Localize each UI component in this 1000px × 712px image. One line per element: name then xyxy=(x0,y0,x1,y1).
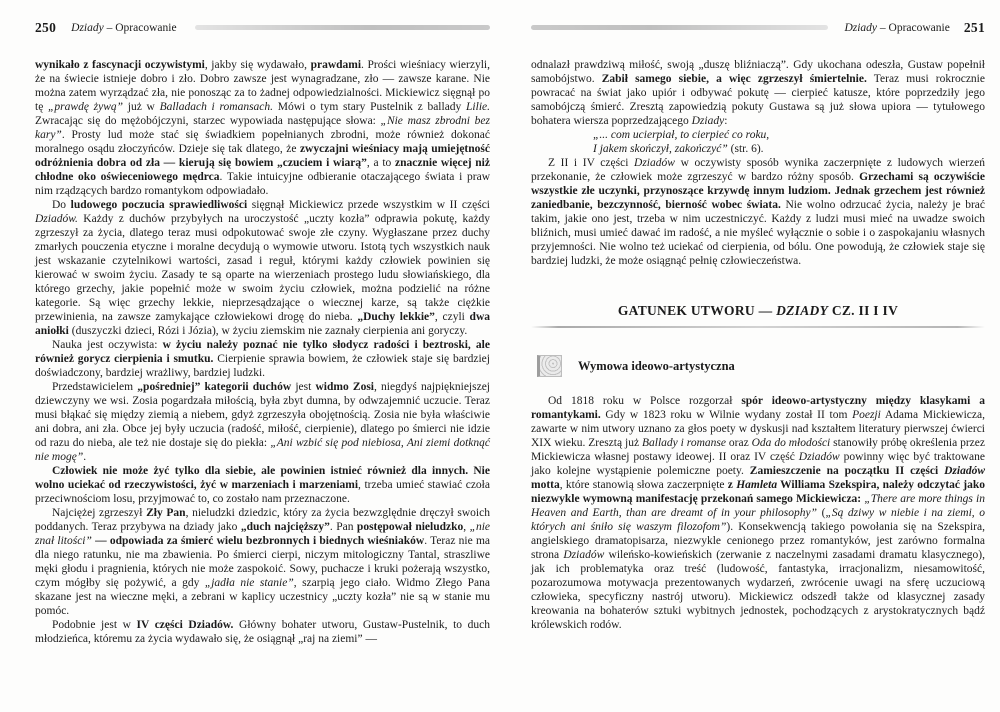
text-segment: Dziadów xyxy=(944,465,985,477)
spiral-ornament-icon xyxy=(537,355,562,377)
text-segment: Do xyxy=(52,199,71,211)
paragraph xyxy=(35,618,490,646)
text-segment: DZIADY xyxy=(776,303,829,318)
text-segment: . Prości wieśniacy wierzyli, że na świecie istnieje dobro i zło. Dobro zawsze jest wynagradzane, zło — zawsze karane. Nie można zatem wyrządzać zła, nie ponosząc za to żadnej odpowiedzialności. Mickiewicz sięgnął po tę xyxy=(35,59,490,113)
text-segment: Zabił samego siebie, a więc zgrzeszył śmiertelnie. xyxy=(601,73,867,85)
text-segment: (str. 6). xyxy=(727,143,764,155)
text-segment: widmo Zosi xyxy=(315,381,374,393)
text-segment: Przedstawicielem xyxy=(52,381,138,393)
text-segment: odnalazł prawdziwą miłość, swoją „duszę bliźniaczą”. Gdy ukochana odeszła, Gustaw popełnił samobójstwo. xyxy=(531,59,985,85)
header-rule xyxy=(531,25,828,30)
text-segment: Każdy z duchów przybyłych na uroczystość „uczty kozła” odprawia pokutę, każdy zgrzeszył za życia, dlatego teraz musi odpokutować swoje złe czyny. Wygłaszane przez duchy zmarłych pouczenia etyczne i moralne decydują o wymowie utworu. Istotą tych wszystkich nauk jest wskazanie czytelnikowi wartości, zasad i reguł, którymi każdy człowiek powinien się kierować w swoim życiu. Zasady te są oparte na wierzeniach prostego ludu słowiańskiego, dla którego grzechy, jakie popełnić może w swoim życiu człowiek, można podzielić na różne kategorie. Są więc grzechy lekkie, nieprzesądzające o wiecznej karze, są także ciężkie przewinienia, na zawsze zamykające człowiekowi drogę do nieba. xyxy=(35,213,490,323)
text-segment: ). Konsekwencją takiego powołania się na Szekspira, angielskiego dramatopisarza, niezwykle cenionego przez romantyków, jest zarówno formalna strona xyxy=(531,521,985,561)
paragraph xyxy=(35,464,490,506)
paragraph xyxy=(35,338,490,380)
running-title-work: Dziady xyxy=(844,21,878,34)
text-segment: Balladach i romansach. xyxy=(159,101,274,113)
paragraph xyxy=(531,58,985,128)
text-segment: motta xyxy=(531,479,560,491)
page-header-left xyxy=(35,20,490,35)
text-segment: znacznie więcej niż chłodne oko oświeceniowego mędrca xyxy=(35,157,490,183)
text-segment: . Pan xyxy=(329,521,357,533)
page-header-right xyxy=(531,20,985,35)
text-segment: Mówi o tym stary Pustelnik z ballady xyxy=(273,101,467,113)
running-title-right xyxy=(844,22,949,34)
text-segment: Człowiek nie może żyć tylko dla siebie, ale powinien istnieć również dla innych. Nie wolno uciekać od rzeczywistości, żyć w marzeniach i marzeniami xyxy=(35,465,490,491)
text-segment: już w xyxy=(123,101,160,113)
text-segment: z xyxy=(727,479,737,491)
text-segment: Najciężej zgrzeszył xyxy=(52,507,147,519)
text-segment: „nie znał litości” xyxy=(35,521,491,547)
text-segment: „Nie masz zbrodni bez kary” xyxy=(35,115,490,141)
verse-line xyxy=(593,128,985,142)
text-segment: Podobnie jest w xyxy=(52,619,137,631)
text-segment: Dziadów xyxy=(634,157,675,169)
page-number-left: 250 xyxy=(35,19,57,35)
text-segment: (duszyczki dzieci, Rózi i Józia), w życiu ziemskim nie zaznały cierpienia ani goryczy. xyxy=(68,325,468,337)
text-segment: sięgnął Mickiewicz przede wszystkim w II części xyxy=(247,199,491,211)
running-title-work: Dziady xyxy=(71,21,104,34)
page-number-right: 251 xyxy=(963,19,985,35)
text-segment: „Są dziwy w niebie i na ziemi, o których ani śniło się waszym filozofom” xyxy=(531,507,985,533)
text-segment: Gdy w 1823 roku w Wilnie wydany został II tom xyxy=(600,409,853,421)
text-segment: CZ. II I IV xyxy=(828,303,899,318)
text-segment: Dziadów xyxy=(798,451,840,463)
text-segment: wynikało z fascynacji oczywistymi xyxy=(35,59,205,71)
section-heading-text xyxy=(531,304,985,318)
header-rule xyxy=(195,25,490,30)
text-segment: Adama Mickiewicza, zawarte w nim utwory uznano za głos poety w dyskusji nad kształtem literatury pierwszej ćwierci XIX wieku. Zresztą już xyxy=(531,409,985,449)
text-segment: „... com ucierpiał, to cierpieć co roku, xyxy=(593,129,770,141)
text-segment: Grzechami są oczywiście wszystkie złe uczynki, przynoszące krzywdę innym ludziom. Jednak grzechem jest również zaniedbanie, bezczynność, bierność wobec świata. xyxy=(531,171,985,211)
text-segment: oraz xyxy=(725,437,752,449)
text-segment: postępował nieludzko xyxy=(356,521,464,533)
section-heading-rule xyxy=(531,326,985,328)
text-segment: „jadła nie stanie” xyxy=(204,577,294,589)
running-title-rest: – Opracowanie xyxy=(877,21,950,34)
text-segment: ( xyxy=(817,507,826,519)
text-segment: w oczywisty sposób wynika zaczerpnięte z ludowych wierzeń przekonanie, że człowiek może zgrzeszyć w bardzo różny sposób. xyxy=(531,157,985,183)
text-segment: Wymowa ideowo-artystyczna xyxy=(578,359,735,373)
page-right xyxy=(500,0,1000,712)
text-segment: Oda do młodości xyxy=(751,437,831,449)
text-segment: „There are more things in Heaven and Earth, than are dreamt of in your philosophy” xyxy=(531,493,985,519)
text-segment: , xyxy=(463,521,470,533)
paragraph xyxy=(35,58,490,198)
text-segment: „Ani wzbić się pod niebiosa, Ani ziemi dotknąć nie mogę” xyxy=(35,437,490,463)
page-body-right xyxy=(531,58,985,632)
text-segment: , jakby się wydawało, xyxy=(204,59,311,71)
text-segment: Zamieszczenie na początku II części xyxy=(749,465,945,477)
text-segment: GATUNEK UTWORU — xyxy=(617,303,777,318)
subsection-heading xyxy=(537,355,985,377)
text-segment: Nauka jest oczywista: xyxy=(52,339,163,351)
text-segment: ludowego poczucia sprawiedliwości xyxy=(70,199,248,211)
text-segment: . Prosty lud może stać się świadkiem popełnianych zbrodni, może również dokonać moralnego osądu złoczyńców. Dzieje się tak dlatego, że xyxy=(35,129,490,155)
running-title-left xyxy=(71,22,176,34)
text-segment: jest xyxy=(291,381,316,393)
text-segment: dwa aniołki xyxy=(35,311,490,337)
text-segment: Cierpienie sprawia bowiem, że człowiek staje się bardziej doświadczony, bardziej wrażliwy, bardziej ludzki. xyxy=(35,353,490,379)
text-segment: , czyli xyxy=(434,311,470,323)
paragraph xyxy=(531,156,985,268)
text-segment: , a to xyxy=(366,157,396,169)
text-segment: Dziady xyxy=(691,115,725,127)
text-segment: Główny bohater utworu, Gustaw-Pustelnik, to duch młodzieńca, któremu za życia wydawało się, że osiągnął „raj na ziemi” — xyxy=(35,619,490,645)
text-segment: stanowiły próbę określenia przez Mickiewicza własnej postawy ideowej. II oraz IV część xyxy=(531,437,985,463)
text-segment: . Teraz nie ma dla niego ratunku, nie ma zbawienia. Po śmierci cierpi, niczym mitologiczny Tantal, straszliwe męki głodu i pragnienia, których nie może zaspokoić. Sowy, puchacze i kruki pożerają wszystko, czym mógłby się pożywić, a gdy xyxy=(35,535,490,589)
text-segment: I jakem skończył, zakończyć” xyxy=(593,143,728,155)
paragraph xyxy=(35,506,490,618)
text-segment: „duch najcięższy” xyxy=(240,521,330,533)
text-segment: „pośredniej” kategorii duchów xyxy=(137,381,292,393)
text-segment: Williama Szekspira, należy odczytać jako niezwykle wymowną manifestację przekonań samego Mickiewicza: xyxy=(531,479,986,505)
paragraph xyxy=(35,380,490,464)
text-segment: : xyxy=(724,115,728,127)
text-segment: Zwracając się do mężobójczyni, starzec wypowiada następujące słowa: xyxy=(35,115,381,127)
paragraph xyxy=(35,198,490,338)
paragraph xyxy=(531,394,985,632)
text-segment: , szarpią jego ciało. Widmo Złego Pana skazane jest na wieczne męki, a zebrani w kaplicy uczestnicy „uczty kozła” nie są w stanie mu pomóc. xyxy=(35,577,490,617)
text-segment: powinny więc być traktowane jako kolejne wystąpienie polemiczne poety. xyxy=(531,451,986,477)
text-segment: Ballady i romanse xyxy=(641,437,726,449)
text-segment: , które stanowią słowa zaczerpnięte xyxy=(559,479,728,491)
text-segment: Nie wolno odrzucać życia, należy je brać takim, jakie ono jest, trzeba w nim uczestniczyć. Każdy z ludzi musi mieć na uwadze swoich bliźnich, musi umieć dawać im radość, a nie myśleć wyłącznie o sobie i o zaspokajaniu własnych przyjemności. Nie wolno też uciekać od cierpienia, od bólu. One powodują, że człowiek staje się bardziej ludzki, że może osiągnąć pełnię człowieczeństwa. xyxy=(531,199,985,267)
page-body-left xyxy=(35,58,490,646)
text-segment: IV części Dziadów. xyxy=(136,619,234,631)
text-segment: spór ideowo-artystyczny między klasykami a romantykami. xyxy=(531,395,985,421)
text-segment: „Duchy lekkie” xyxy=(357,311,435,323)
text-segment: Hamleta xyxy=(736,479,778,491)
text-segment: Od 1818 roku w Polsce rozgorzał xyxy=(548,395,742,407)
text-segment: Poezji xyxy=(852,409,881,421)
text-segment: — odpowiada za śmierć wielu bezbronnych i biednych wieśniaków xyxy=(95,535,425,547)
text-segment: . xyxy=(83,451,87,463)
verse-quote xyxy=(593,128,985,156)
text-segment: „prawdę żywą” xyxy=(48,101,124,113)
text-segment: Teraz musi rokrocznie powracać na świat jako upiór i odbywać pokutę — cierpieć katusze, które poprzedziły jego samobójczą śmierć. Zresztą zapowiedzią pokuty Gustawa są już słowa upiora — tytułowego bohatera wiersza poprzedzającego xyxy=(531,73,985,127)
text-segment: , niegdyś najpiękniejszej dziewczyny we wsi. Zosia pogardzała miłością, była zbyt dumna, by odwzajemnić uczucie. Teraz musi błąkać się między ziemią a niebem, gdyż zgrzeszyła obojętnością. Zosia nie była właściwie ani dobra, ani zła. Obce jej były uczucia (radość, miłość, cierpienie), dlatego po śmierci nie idzie od razu do nieba, ale też nie dostaje się do piekła: xyxy=(35,381,490,449)
text-segment: zwyczajni wieśniacy mają umiejętność odróżnienia dobra od zła — kierują się bowiem „czuciem i wiarą” xyxy=(35,143,490,169)
text-segment: Dziadów. xyxy=(35,213,78,225)
running-title-rest: – Opracowanie xyxy=(103,21,177,34)
text-segment: , trzeba umieć stawiać czoła przeciwnościom losu, przyjmować to, co zostało nam przeznaczone. xyxy=(35,479,490,505)
text-segment: w życiu należy poznać nie tylko słodycz radości i beztroski, ale również gorycz cierpienia i smutku. xyxy=(35,339,490,365)
verse-line xyxy=(593,142,985,156)
text-segment: Z II i IV części xyxy=(548,157,635,169)
text-segment: wileńsko-kowieńskich (zerwanie z naczelnymi zasadami dramatu klasycznego), jak ich problematyka oraz treść (ludowość, fantastyka, irracjonalizm, niesamowitość, pozarozumowa motywacja prezentowanych wydarzeń, zwrócenie uwagi na sferę uczuciową człowieka, specyficzny nastrój utworu). Mickiewicz odszedł także od klasycznej zasady kreowania na bohaterów sztuki wybitnych jednostek, pochodzących z arystokratycznych bądź królewskich rodów. xyxy=(531,549,986,631)
text-segment: Zły Pan xyxy=(146,507,186,519)
text-segment: Dziadów xyxy=(563,549,605,561)
text-segment: . Takie intuicyjne odbieranie otaczającego świata i praw nim rządzących bardzo romantykom odpowiadało. xyxy=(35,171,490,197)
text-segment: prawdami xyxy=(310,59,362,71)
text-segment: , nieludzki dziedzic, który za życia bezwzględnie dręczył swoich poddanych. Teraz przybywa na dziady jako xyxy=(35,507,490,533)
subsection-title xyxy=(578,359,735,373)
section-heading xyxy=(531,304,985,328)
text-segment: Lilie. xyxy=(466,101,490,113)
